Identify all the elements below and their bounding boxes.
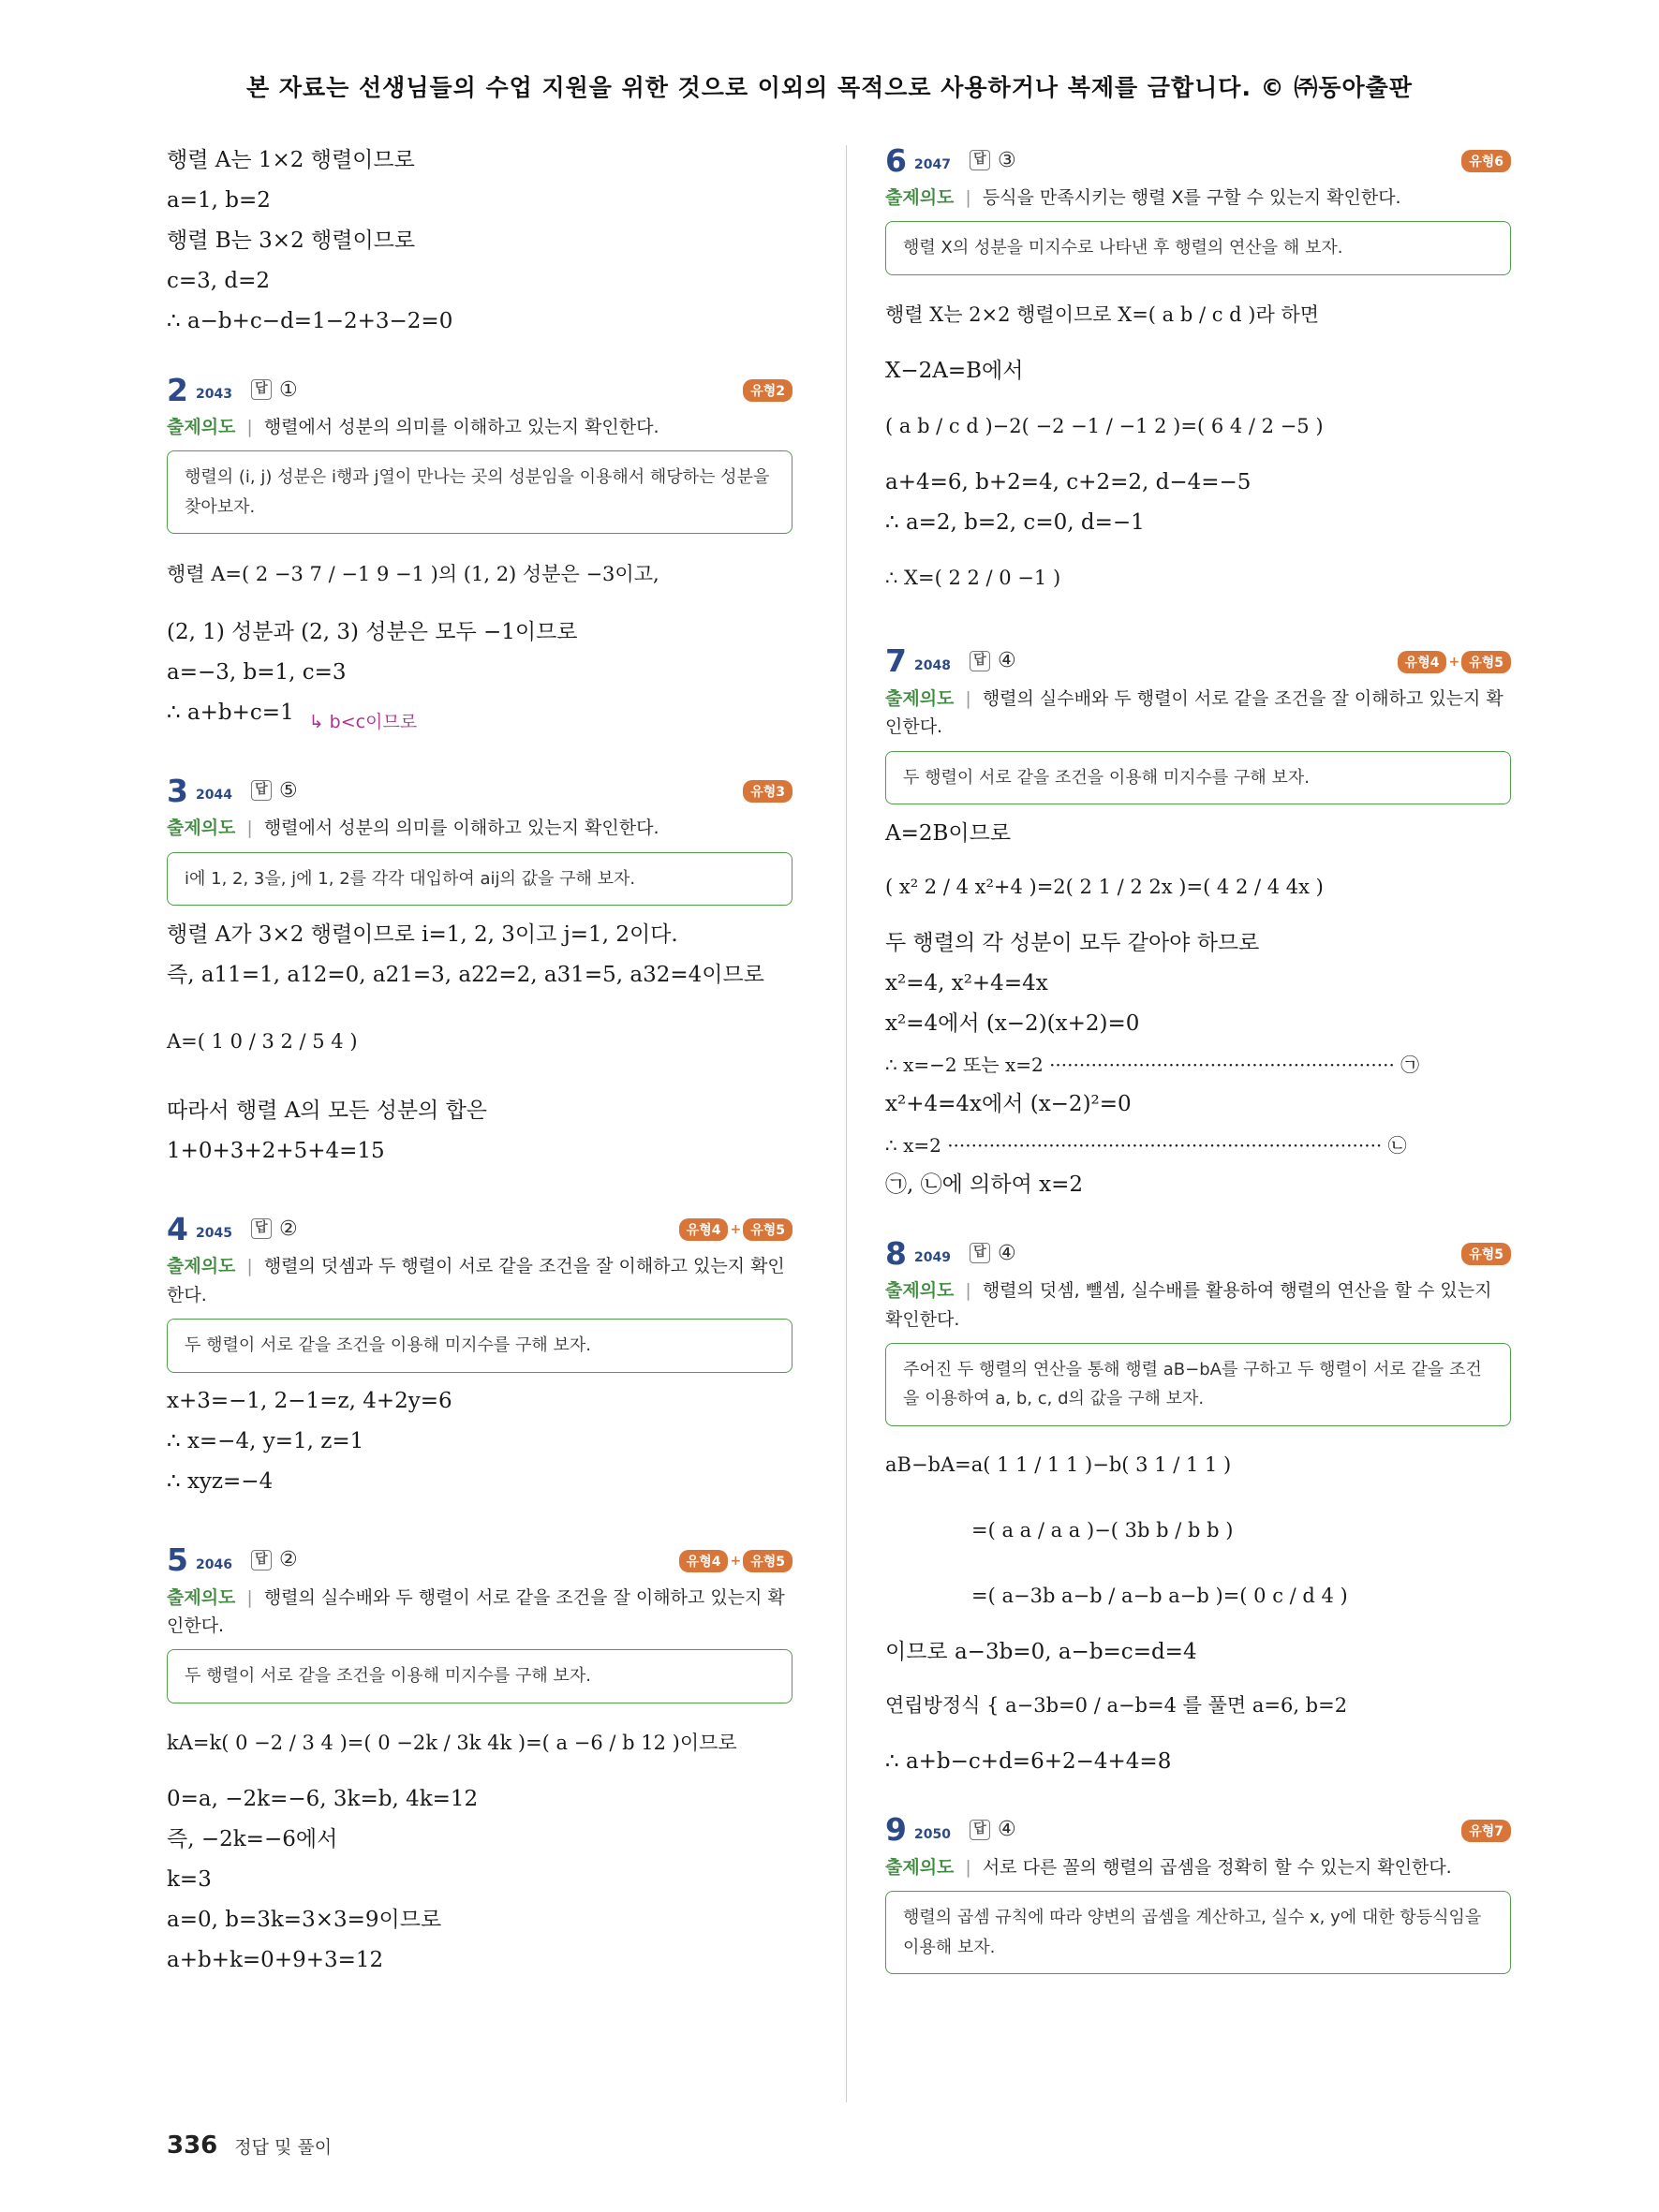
answer-icon: 답: [251, 379, 272, 400]
column-divider: [846, 145, 847, 2102]
intent-text: 행렬에서 성분의 의미를 이해하고 있는지 확인한다.: [263, 818, 659, 839]
hint-box: 행렬의 (i, j) 성분은 i행과 j열이 만나는 곳의 성분임을 이용해서 해당하는 성분을 찾아보자.: [167, 450, 792, 534]
matrix-line: 행렬 X는 2×2 행렬이므로 X=( a b / c d )라 하면: [885, 302, 1320, 326]
problem-header: [167, 1541, 792, 1580]
solution-line: c=3, d=2: [167, 268, 271, 293]
solution-line: 행렬 A가 3×2 행렬이므로 i=1, 2, 3이고 j=1, 2이다.: [167, 922, 678, 947]
intent-text: 서로 다른 꼴의 행렬의 곱셈을 정확히 할 수 있는지 확인한다.: [982, 1856, 1452, 1878]
type-tag: 유형2: [743, 379, 792, 402]
answer-icon: 답: [970, 150, 990, 170]
hint-box: 주어진 두 행렬의 연산을 통해 행렬 aB−bA를 구하고 두 행렬이 서로 같을 조건을 이용하여 a, b, c, d의 값을 구해 보자.: [885, 1343, 1511, 1426]
problem-code: 2046: [195, 1556, 232, 1572]
type-tag: 유형3: [743, 780, 792, 803]
solution-line: 0=a, −2k=−6, 3k=b, 4k=12: [167, 1787, 479, 1812]
intent-text: 행렬의 실수배와 두 행렬이 서로 같을 조건을 잘 이해하고 있는지 확인한다.: [885, 687, 1503, 738]
intent-separator: |: [246, 417, 253, 437]
solution-line: 즉, a11=1, a12=0, a21=3, a22=2, a31=5, a32=4이므로: [167, 962, 764, 987]
type-tags: [679, 1550, 792, 1572]
type-tags: [1398, 651, 1511, 673]
page-footer: [167, 2131, 332, 2160]
solution-line: a=0, b=3k=3×3=9이므로: [167, 1908, 442, 1933]
solution-line: k=3: [167, 1867, 212, 1893]
intent-separator: |: [246, 818, 253, 839]
matrix-line: 행렬 A=( 2 −3 7 / −1 9 −1 )의 (1, 2) 성분은 −3이고,: [167, 563, 659, 586]
type-tags: [743, 379, 792, 402]
solution-line: ∴ x=−4, y=1, z=1: [167, 1429, 364, 1454]
problem-9: [885, 1810, 1511, 1974]
solution-line: x²=4에서 (x−2)(x+2)=0: [885, 1010, 1140, 1036]
intent-label: 출제의도: [167, 1586, 236, 1608]
problem-number: 8: [885, 1234, 907, 1272]
solution-line: 두 행렬의 각 성분이 모두 같아야 하므로: [885, 930, 1260, 955]
problem-code: 2049: [913, 1250, 951, 1266]
tag-plus: +: [730, 1222, 742, 1238]
intent-separator: |: [965, 1856, 971, 1878]
tag-plus: +: [730, 1553, 742, 1569]
hint-box: 행렬 X의 성분을 미지수로 나타낸 후 행렬의 연산을 해 보자.: [885, 221, 1511, 275]
type-tag: 유형5: [743, 1218, 792, 1241]
system-line: 연립방정식 { a−3b=0 / a−b=4 를 풀면 a=6, b=2: [885, 1693, 1348, 1717]
intent-text: 등식을 만족시키는 행렬 X를 구할 수 있는지 확인한다.: [982, 187, 1401, 208]
hint-box: 두 행렬이 서로 같을 조건을 이용해 미지수를 구해 보자.: [167, 1649, 792, 1703]
solution-line: 이므로 a−3b=0, a−b=c=d=4: [885, 1639, 1197, 1664]
answer-icon: 답: [251, 1550, 272, 1571]
answer-value: ③: [997, 148, 1016, 172]
type-tags: [1461, 150, 1511, 172]
answer-value: ④: [997, 1241, 1016, 1265]
matrix-line: ∴ X=( 2 2 / 0 −1 ): [885, 566, 1061, 589]
solution-text: ∴ a+b+c=1: [167, 700, 294, 725]
intent-separator: |: [965, 1280, 971, 1302]
matrix-line: A=( 1 0 / 3 2 / 5 4 ): [167, 1030, 358, 1054]
solution-line: ∴ a−b+c−d=1−2+3−2=0: [167, 308, 453, 333]
intent-label: 출제의도: [885, 687, 955, 709]
solution-line: 1+0+3+2+5+4=15: [167, 1138, 385, 1163]
problem-number: 5: [167, 1541, 188, 1579]
solution-line: ∴ x=2 ········································································· ㉡: [885, 1133, 1407, 1157]
problem-header: [167, 1209, 792, 1248]
answer-value: ④: [997, 649, 1016, 673]
solution-line: x+3=−1, 2−1=z, 4+2y=6: [167, 1389, 452, 1414]
intent-label: 출제의도: [167, 818, 236, 839]
intent: [167, 1252, 792, 1309]
problem-number: 4: [167, 1210, 188, 1247]
solution-line: x²+4=4x에서 (x−2)²=0: [885, 1091, 1132, 1116]
type-tag: 유형7: [1461, 1820, 1511, 1842]
solution-line: (2, 1) 성분과 (2, 3) 성분은 모두 −1이므로: [167, 619, 578, 644]
solution-line: 즉, −2k=−6에서: [167, 1827, 338, 1852]
intent-separator: |: [246, 1256, 253, 1277]
solution-line: A=2B이므로: [885, 820, 1012, 846]
intent-label: 출제의도: [885, 187, 955, 208]
problem-1-continuation: [167, 140, 792, 342]
answer-icon: 답: [970, 651, 990, 671]
hint-box: 행렬의 곱셈 규칙에 따라 양변의 곱셈을 계산하고, 실수 x, y에 대한 항등식임을 이용해 보자.: [885, 1891, 1511, 1974]
problem-5: [167, 1541, 792, 1982]
solution-line-with-note: [167, 693, 792, 733]
intent: [885, 184, 1511, 212]
problem-number: 9: [885, 1811, 907, 1849]
intent-text: 행렬의 덧셈, 뺄셈, 실수배를 활용하여 행렬의 연산을 할 수 있는지 확인한다.: [885, 1280, 1492, 1330]
problem-8: [885, 1233, 1511, 1782]
solution-line-with-note: [167, 653, 792, 693]
problem-code: 2048: [913, 657, 951, 673]
intent: [885, 685, 1511, 742]
matrix-line: ( x² 2 / 4 x²+4 )=2( 2 1 / 2 2x )=( 4 2 / 4 4x ): [885, 876, 1324, 899]
problem-3: [167, 771, 792, 1172]
matrix-line: aB−bA=a( 1 1 / 1 1 )−b( 3 1 / 1 1 ): [885, 1453, 1232, 1476]
intent: [167, 814, 792, 842]
type-tags: [679, 1218, 792, 1241]
problem-code: 2047: [913, 157, 951, 172]
copyright-notice: 본 자료는 선생님들의 수업 지원을 위한 것으로 이외의 목적으로 사용하거나 복제를 금합니다. © ㈜동아출판: [246, 74, 1413, 101]
solution-line: 행렬 B는 3×2 행렬이므로: [167, 228, 416, 253]
problem-header: [167, 771, 792, 810]
left-column: [167, 140, 792, 1982]
type-tag: 유형5: [1461, 651, 1511, 673]
solution-line: 행렬 A는 1×2 행렬이므로: [167, 147, 415, 172]
intent: [885, 1276, 1511, 1334]
footer-label: 정답 및 풀이: [234, 2136, 333, 2158]
answer-icon: 답: [970, 1243, 990, 1263]
intent-text: 행렬의 실수배와 두 행렬이 서로 같을 조건을 잘 이해하고 있는지 확인한다.: [167, 1586, 785, 1636]
type-tag: 유형5: [1461, 1243, 1511, 1265]
problem-header: [167, 370, 792, 409]
type-tags: [1461, 1243, 1511, 1265]
intent-separator: |: [246, 1586, 253, 1608]
answer-icon: 답: [970, 1820, 990, 1840]
answer-icon: 답: [251, 1218, 272, 1239]
intent-text: 행렬의 덧셈과 두 행렬이 서로 같을 조건을 잘 이해하고 있는지 확인한다.: [167, 1256, 785, 1305]
answer-value: ②: [278, 1217, 298, 1241]
type-tags: [1461, 1820, 1511, 1842]
intent-label: 출제의도: [167, 417, 236, 437]
problem-number: 7: [885, 642, 907, 680]
type-tag: 유형6: [1461, 150, 1511, 172]
problem-number: 6: [885, 141, 907, 179]
matrix-line: =( a−3b a−b / a−b a−b )=( 0 c / d 4 ): [971, 1584, 1348, 1607]
problem-4: [167, 1209, 792, 1502]
solution-line: ∴ a=2, b=2, c=0, d=−1: [885, 510, 1145, 536]
solution-line: x²=4, x²+4=4x: [885, 970, 1048, 995]
problem-2: [167, 370, 792, 733]
problem-header: [885, 140, 1511, 180]
intent: [167, 1584, 792, 1641]
problem-header: [885, 641, 1511, 681]
problem-6: [885, 140, 1511, 608]
problem-code: 2043: [195, 387, 232, 402]
page-number: 336: [167, 2131, 218, 2160]
intent-text: 행렬에서 성분의 의미를 이해하고 있는지 확인한다.: [263, 417, 659, 437]
answer-value: ②: [278, 1548, 298, 1572]
type-tag: 유형4: [679, 1550, 729, 1572]
matrix-line: kA=k( 0 −2 / 3 4 )=( 0 −2k / 3k 4k )=( a −6 / b 12 )이므로: [167, 1731, 737, 1754]
type-tags: [743, 780, 792, 803]
answer-value: ①: [278, 377, 298, 402]
problem-code: 2045: [195, 1226, 232, 1242]
problem-code: 2044: [195, 788, 232, 804]
intent: [885, 1853, 1511, 1881]
answer-value: ④: [997, 1818, 1016, 1842]
solution-line: 따라서 행렬 A의 모든 성분의 합은: [167, 1098, 487, 1123]
right-column: [885, 140, 1511, 1983]
problem-header: [885, 1233, 1511, 1273]
type-tag: 유형4: [679, 1218, 729, 1241]
matrix-line: =( a a / a a )−( 3b b / b b ): [971, 1518, 1234, 1541]
solution-line: X−2A=B에서: [885, 359, 1024, 384]
solution-line: ∴ xyz=−4: [167, 1469, 274, 1495]
solution-text: a=−3, b=1, c=3: [167, 659, 347, 685]
hint-box: 두 행렬이 서로 같을 조건을 이용해 미지수를 구해 보자.: [167, 1319, 792, 1373]
problem-code: 2050: [913, 1826, 951, 1842]
type-tag: 유형4: [1398, 651, 1447, 673]
intent-label: 출제의도: [885, 1856, 955, 1878]
answer-value: ⑤: [278, 778, 298, 803]
intent-separator: |: [965, 187, 971, 208]
solution-line: ㉠, ㉡에 의하여 x=2: [885, 1172, 1083, 1197]
hint-box: i에 1, 2, 3을, j에 1, 2를 각각 대입하여 aij의 값을 구해 보자.: [167, 852, 792, 907]
solution-line: a+4=6, b+2=4, c+2=2, d−4=−5: [885, 470, 1252, 495]
solution-line: ∴ x=−2 또는 x=2 ·························································· ㉠: [885, 1053, 1420, 1076]
intent-label: 출제의도: [885, 1280, 955, 1302]
problem-header: [885, 1810, 1511, 1850]
tag-plus: +: [1448, 654, 1460, 670]
intent-separator: |: [965, 687, 971, 709]
solution-line: a+b+k=0+9+3=12: [167, 1948, 384, 1973]
matrix-line: ( a b / c d )−2( −2 −1 / −1 2 )=( 6 4 / 2 −5 ): [885, 414, 1324, 437]
hint-box: 두 행렬이 서로 같을 조건을 이용해 미지수를 구해 보자.: [885, 751, 1511, 805]
problem-7: [885, 641, 1511, 1205]
intent: [167, 413, 792, 441]
problem-number: 3: [167, 772, 188, 809]
problem-number: 2: [167, 371, 188, 408]
intent-label: 출제의도: [167, 1256, 236, 1277]
type-tag: 유형5: [743, 1550, 792, 1572]
solution-line: ∴ a+b−c+d=6+2−4+4=8: [885, 1748, 1172, 1774]
answer-icon: 답: [251, 780, 272, 801]
margin-note: ↳ b<c이므로: [308, 711, 418, 732]
solution-line: a=1, b=2: [167, 187, 271, 213]
